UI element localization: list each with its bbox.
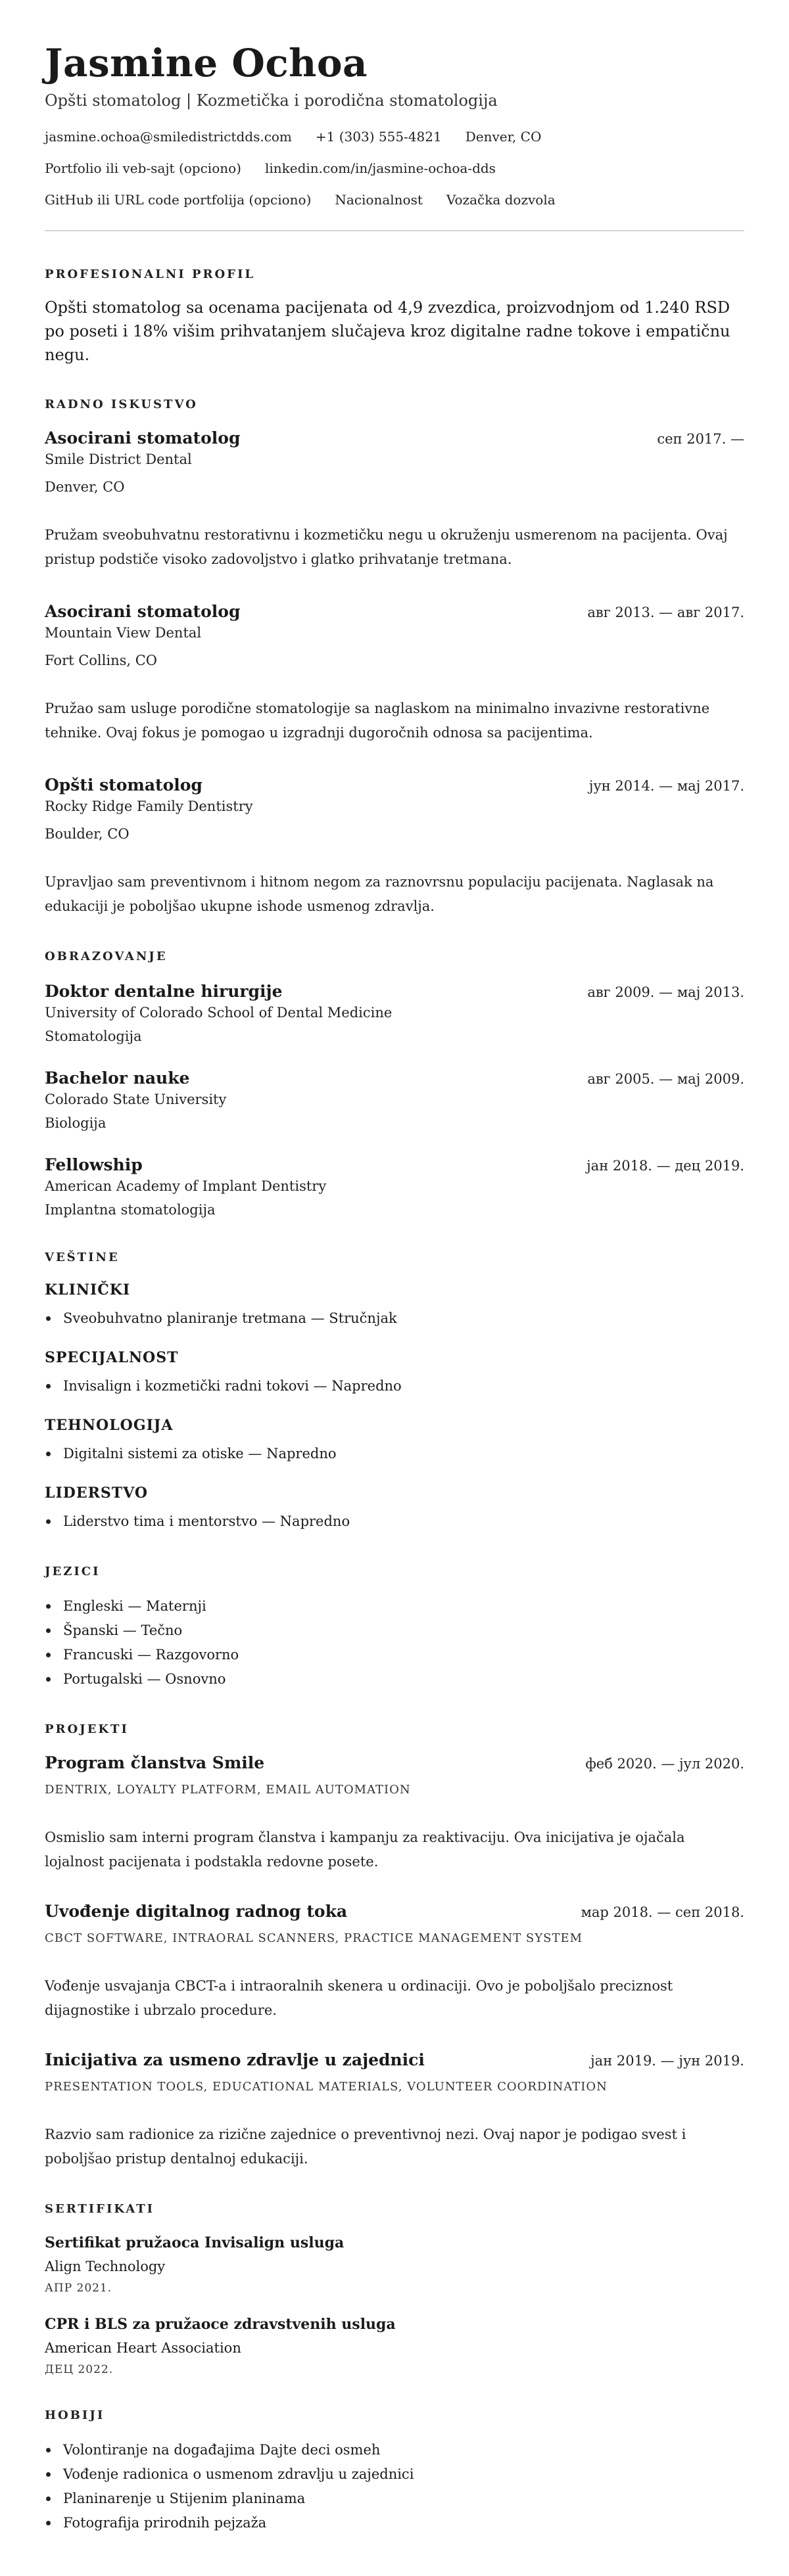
skill-item: Liderstvo tima i mentorstvo — Napredno	[45, 1509, 744, 1534]
skill-item: Digitalni sistemi za otiske — Napredno	[45, 1442, 744, 1466]
driver-license-text: Vozačka dozvola	[446, 192, 556, 208]
nationality-text: Nacionalnost	[335, 192, 423, 208]
school-name: Colorado State University	[45, 1092, 227, 1107]
project-entry	[45, 2049, 744, 2171]
section-title-projects: PROJEKTI	[45, 1722, 129, 1736]
language-item: Portugalski — Osnovno	[45, 1667, 744, 1691]
education-entry	[45, 1154, 744, 1220]
linkedin-link[interactable]: linkedin.com/in/jasmine-ochoa-dds	[264, 160, 496, 176]
skill-item: Sveobuhvatno planiranje tretmana — Stručnjak	[45, 1306, 744, 1331]
education-dates: авг 2009. — мај 2013.	[587, 984, 744, 1000]
project-name: Program članstva Smile	[45, 1753, 265, 1772]
project-dates: јан 2019. — јун 2019.	[590, 2053, 744, 2069]
field-of-study: Stomatologija	[45, 1028, 142, 1044]
phone-link[interactable]: +1 (303) 555-4821	[315, 129, 442, 145]
certificate-issuer: Align Technology	[45, 2259, 166, 2274]
job-description: Pružam sveobuhvatnu restorativnu i kozmetičku negu u okruženju usmerenom na pacijenta. Ovaj pristup podstiče visoko zadovoljstvo i glatko prihvatanje tretmana.	[45, 527, 728, 567]
education-entry	[45, 980, 744, 1046]
field-of-study: Biologija	[45, 1115, 107, 1131]
certificate-date: АПР 2021.	[45, 2282, 112, 2295]
skill-category: LIDERSTVO	[45, 1484, 148, 1502]
skill-category: TEHNOLOGIJA	[45, 1417, 174, 1434]
education-dates: авг 2005. — мај 2009.	[587, 1071, 744, 1087]
skill-list	[45, 1374, 744, 1398]
project-description: Vođenje usvajanja CBCT-a i intraoralnih skenera u ordinaciji. Ovo je poboljšalo preciznost dijagnostike i ubrzalo procedure.	[45, 1978, 673, 2018]
job-description: Upravljao sam preventivnom i hitnom negom za raznovrsnu populaciju pacijenata. Naglasak na edukaciji je poboljšao ukupne ishode usmenog zdravlja.	[45, 874, 714, 914]
hobby-item: Planinarenje u Stijenim planinama	[45, 2487, 744, 2511]
job-location: Boulder, CO	[45, 826, 130, 842]
hobby-item: Volontiranje na događajima Dajte deci osmeh	[45, 2438, 744, 2462]
location-text: Denver, CO	[465, 129, 542, 145]
project-entry	[45, 1752, 744, 1874]
experience-entry	[45, 427, 744, 572]
project-name: Inicijativa za usmeno zdravlje u zajednici	[45, 2050, 425, 2069]
job-title: Asocirani stomatolog	[45, 602, 241, 621]
section-title-education: OBRAZOVANJE	[45, 950, 168, 963]
company-name: Mountain View Dental	[45, 625, 202, 641]
portfolio-link[interactable]: Portfolio ili veb-sajt (opciono)	[45, 160, 241, 176]
profile-summary: Opšti stomatolog sa ocenama pacijenata od 4,9 zvezdica, proizvodnjom od 1.240 RSD po poseti i 18% višim prihvatanjem slučajeva kroz digitalne radne tokove i empatičnu negu.	[45, 298, 730, 364]
project-dates: феб 2020. — јул 2020.	[585, 1756, 744, 1772]
job-title: Asocirani stomatolog	[45, 428, 241, 448]
experience-entry	[45, 601, 744, 745]
certificate-entry	[45, 2314, 744, 2378]
github-link[interactable]: GitHub ili URL code portfolija (opciono)	[45, 192, 312, 208]
hobby-list	[45, 2438, 744, 2535]
contact-row	[45, 127, 744, 146]
candidate-name: Jasmine Ochoa	[45, 41, 368, 85]
section-title-languages: JEZICI	[45, 1565, 101, 1578]
certificate-name: Sertifikat pružaoca Invisalign usluga	[45, 2234, 345, 2251]
degree-title: Bachelor nauke	[45, 1069, 190, 1088]
project-entry	[45, 1900, 744, 2023]
job-title: Opšti stomatolog	[45, 775, 203, 794]
project-description: Osmislio sam interni program članstva i kampanju za reaktivaciju. Ova inicijativa je ojačala lojalnost pacijenata i podstakla redovne posete.	[45, 1829, 685, 1870]
section-title-experience: RADNO ISKUSTVO	[45, 398, 198, 411]
section-title-profile: PROFESIONALNI PROFIL	[45, 267, 256, 281]
project-description: Razvio sam radionice za rizične zajednice o preventivnoj nezi. Ovaj napor je podigao svest i poboljšao pristup dentalnoj edukaciji.	[45, 2127, 686, 2167]
company-name: Rocky Ridge Family Dentistry	[45, 798, 253, 814]
skill-item: Invisalign i kozmetički radni tokovi — Napredno	[45, 1374, 744, 1398]
section-title-skills: VEŠTINE	[45, 1251, 120, 1264]
hobby-item: Fotografija prirodnih pejzaža	[45, 2511, 744, 2535]
skill-category: KLINIČKI	[45, 1281, 131, 1299]
language-item: Španski — Tečno	[45, 1619, 744, 1643]
header-divider	[45, 230, 744, 231]
skill-list	[45, 1306, 744, 1331]
language-list	[45, 1594, 744, 1691]
field-of-study: Implantna stomatologija	[45, 1202, 216, 1218]
project-name: Uvođenje digitalnog radnog toka	[45, 1902, 348, 1921]
skill-list	[45, 1509, 744, 1534]
project-technologies: PRESENTATION TOOLS, EDUCATIONAL MATERIALS, VOLUNTEER COORDINATION	[45, 2080, 608, 2094]
job-dates: јун 2014. — мај 2017.	[588, 778, 744, 794]
certificate-name: CPR i BLS za pružaoce zdravstvenih usluga	[45, 2316, 396, 2333]
certificate-entry	[45, 2233, 744, 2296]
job-location: Fort Collins, CO	[45, 653, 158, 668]
project-dates: мар 2018. — сеп 2018.	[581, 1904, 744, 1920]
contact-row	[45, 159, 744, 177]
project-technologies: DENTRIX, LOYALTY PLATFORM, EMAIL AUTOMATION	[45, 1783, 411, 1797]
job-description: Pružao sam usluge porodične stomatologije sa naglaskom na minimalno invazivne restorativne tehnike. Ovaj fokus je pomogao u izgradnji dugoročnih odnosa sa pacijentima.	[45, 701, 710, 741]
school-name: University of Colorado School of Dental Medicine	[45, 1005, 393, 1021]
school-name: American Academy of Implant Dentistry	[45, 1178, 327, 1194]
job-dates: авг 2013. — авг 2017.	[587, 605, 744, 620]
job-location: Denver, CO	[45, 479, 125, 495]
job-dates: сеп 2017. —	[657, 431, 744, 447]
contact-row	[45, 191, 744, 209]
degree-title: Doktor dentalne hirurgije	[45, 982, 283, 1001]
project-technologies: CBCT SOFTWARE, INTRAORAL SCANNERS, PRACTICE MANAGEMENT SYSTEM	[45, 1931, 583, 1945]
education-dates: јан 2018. — дец 2019.	[586, 1158, 744, 1174]
headline: Opšti stomatolog | Kozmetička i porodična stomatologija	[45, 91, 498, 110]
company-name: Smile District Dental	[45, 451, 192, 467]
hobby-item: Vođenje radionica o usmenom zdravlju u zajednici	[45, 2462, 744, 2487]
language-item: Francuski — Razgovorno	[45, 1643, 744, 1667]
language-item: Engleski — Maternji	[45, 1594, 744, 1619]
section-title-hobbies: HOBIJI	[45, 2408, 105, 2422]
email-link[interactable]: jasmine.ochoa@smiledistrictdds.com	[45, 129, 292, 145]
section-title-certificates: SERTIFIKATI	[45, 2202, 155, 2216]
education-entry	[45, 1067, 744, 1133]
degree-title: Fellowship	[45, 1155, 143, 1174]
skill-category: SPECIJALNOST	[45, 1349, 179, 1366]
skill-list	[45, 1442, 744, 1466]
certificate-date: ДЕЦ 2022.	[45, 2363, 114, 2376]
experience-entry	[45, 774, 744, 919]
certificate-issuer: American Heart Association	[45, 2340, 241, 2356]
